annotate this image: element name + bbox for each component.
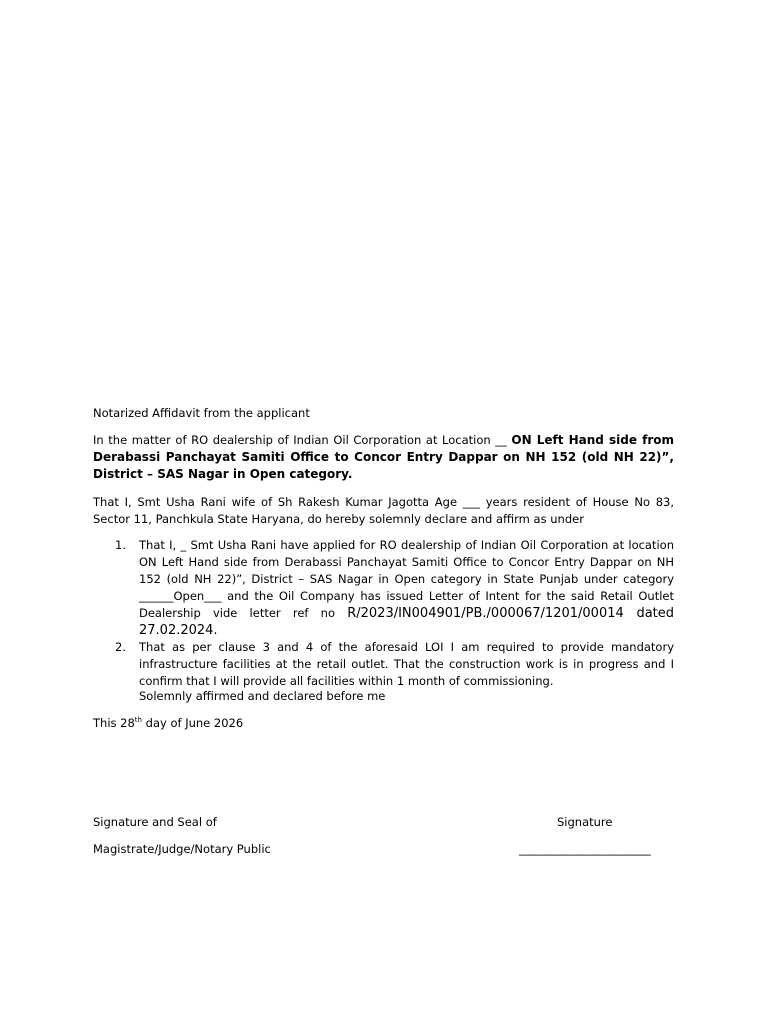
seal-label: Signature and Seal of <box>93 815 217 829</box>
date-line <box>93 715 243 732</box>
letter-reference: R/2023/IN004901/PB./000067/1201/00014 dated 27.02.2024. <box>139 606 675 638</box>
signature-line: _________________________ <box>519 842 651 856</box>
list-item-number: 1. <box>115 538 126 552</box>
matter-paragraph <box>93 432 674 483</box>
list-item-text: That as per clause 3 and 4 of the aforesaid LOI I am required to provide mandatory infrastructure facilities at the retail outlet. That the construction work is in progress and I confirm that I will provide all facilities within 1 month of commissioning. <box>139 640 674 688</box>
affirmed-line: Solemnly affirmed and declared before me <box>139 689 386 703</box>
list-item <box>93 639 674 690</box>
date-rest: day of June 2026 <box>141 716 244 730</box>
notary-label: Magistrate/Judge/Notary Public <box>93 842 271 856</box>
affirmation-list <box>93 537 674 690</box>
affidavit-heading: Notarized Affidavit from the applicant <box>93 406 310 420</box>
list-item-text: That I, _ Smt Usha Rani have applied for RO dealership of Indian Oil Corporation at location ON Left Hand side from Derabassi Panchayat Samiti Office to Concor Entry Dappar on NH 152 (old NH 22)”, District – SAS Nagar in Open category in State Punjab under category ______Open___ and the Oil Company has issued Letter of Intent for the said Retail Outlet Dealership vide letter ref no <box>139 538 674 620</box>
date-ordinal: th <box>134 716 142 724</box>
matter-intro: In the matter of RO dealership of Indian Oil Corporation at Location __ <box>93 433 512 447</box>
matter-end: . <box>347 467 353 481</box>
list-item <box>93 537 674 639</box>
list-item-number: 2. <box>115 640 126 654</box>
declaration-paragraph: That I, Smt Usha Rani wife of Sh Rakesh Kumar Jagotta Age ___ years resident of House No 83, Sector 11, Panchkula State Haryana, do hereby solemnly declare and affirm as under <box>93 495 674 526</box>
date-prefix: This 28 <box>93 716 135 730</box>
signature-label: Signature <box>557 815 613 829</box>
matter-location: ON Left Hand side from Derabassi Panchayat Samiti Office to Concor Entry Dappar on NH 152 (old NH 22)”, District – SAS Nagar in Open category <box>93 433 675 481</box>
